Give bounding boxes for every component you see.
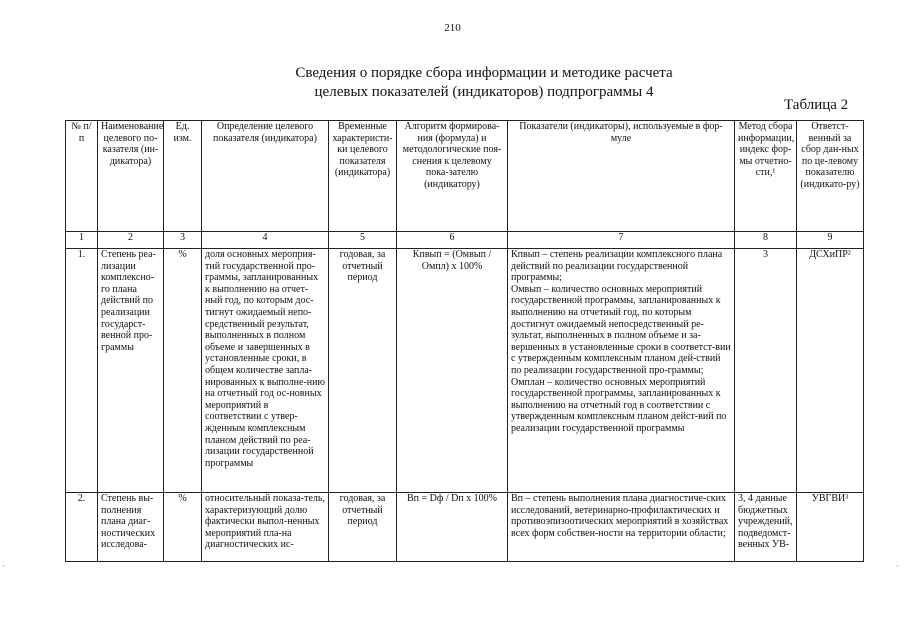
table-label: Таблица 2 — [784, 97, 849, 113]
page-number: 210 — [444, 22, 461, 34]
col-number: 9 — [797, 232, 864, 249]
header-responsible: Ответст-венный за сбор дан-ных по це-левому показателю (индикато-ру) — [797, 121, 864, 232]
header-definition: Определение целевого показателя (индикатора) — [202, 121, 329, 232]
indicators-table — [65, 120, 864, 562]
row-indicators: Вп – степень выполнения плана диагностиче-ских исследований, ветеринарно-профилактических и противоэпизоотических мероприятий в хозяйствах всех форм собствен-ности на территории области; — [508, 493, 735, 562]
row-time: годовая, за отчетный период — [329, 493, 397, 562]
header-method: Метод сбора информации, индекс фор-мы отчетно-сти,¹ — [735, 121, 797, 232]
row-definition: относительный показа-тель, характеризующий долю фактически выпол-ненных мероприятий пла-на диагностических ис- — [202, 493, 329, 562]
row-unit: % — [164, 493, 202, 562]
title-line-2: целевых показателей (индикаторов) подпрограммы 4 — [314, 84, 654, 100]
col-number: 3 — [164, 232, 202, 249]
col-number: 6 — [397, 232, 508, 249]
scan-edge-mark-right: - — [896, 560, 899, 570]
row-time: годовая, за отчетный период — [329, 249, 397, 493]
table-row — [66, 249, 864, 493]
header-time: Временные характеристи-ки целевого показателя (индикатора) — [329, 121, 397, 232]
row-name: Степень вы-полнения плана диаг-ностических исследова- — [98, 493, 164, 562]
column-number-row — [66, 232, 864, 249]
row-method: 3 — [735, 249, 797, 493]
row-formula: Вп = Dф / Dп x 100% — [397, 493, 508, 562]
col-number: 1 — [66, 232, 98, 249]
row-responsible: ДСХиПР² — [797, 249, 864, 493]
title-line-1: Сведения о порядке сбора информации и методике расчета — [295, 65, 673, 81]
row-responsible: УВГВИ³ — [797, 493, 864, 562]
col-number: 8 — [735, 232, 797, 249]
table-header-row — [66, 121, 864, 232]
header-formula: Алгоритм формирова-ния (формула) и методологические поя-снения к целевому пока-зателю (индикатору) — [397, 121, 508, 232]
row-unit: % — [164, 249, 202, 493]
col-number: 4 — [202, 232, 329, 249]
row-num: 2. — [66, 493, 98, 562]
header-num: № п/п — [66, 121, 98, 232]
row-name: Степень реа-лизации комплексно-го плана действий по реализации государст-венной про-граммы — [98, 249, 164, 493]
header-indicators: Показатели (индикаторы), используемые в фор-муле — [508, 121, 735, 232]
row-method: 3, 4 данные бюджетных учреждений, подведомст-венных УВ- — [735, 493, 797, 562]
row-num: 1. — [66, 249, 98, 493]
row-definition: доля основных мероприя-тий государственной про-граммы, запланированных к выполнению на отчет-ный год, по которым дос-тигнут ожидаемый непо-средственный результат, выполненных в полном объеме и завершенных в установленные сроки, в общем количестве запла-нированных к выполне-нию на отчетный год ос-новных мероприятий в соответствии с утвер-жденным комплексным планом действий по реа-лизации государственной программы — [202, 249, 329, 493]
header-unit: Ед. изм. — [164, 121, 202, 232]
document-title — [0, 64, 905, 102]
col-number: 2 — [98, 232, 164, 249]
header-name: Наименование целевого по-казателя (ин-дикатора) — [98, 121, 164, 232]
row-formula: Кпвып = (Омвып / Омпл) x 100% — [397, 249, 508, 493]
table-row — [66, 493, 864, 562]
row-indicators: Кпвып – степень реализации комплексного плана действий по реализации государственной программы; Омвып – количество основных мероприятий государственной программы, запланированных к выполнению на отчетный год, по которым достигнут ожидаемый непосредственный ре-зультат, выполненных в полном объеме и за-вершенных в установленные сроки в соответст-вии с утвержденным комплексным планом дей-ствий по реализации государственной про-граммы; Омплан – количество основных мероприятий государственной программы, запланированных к выполнению на отчетный год в соответствии с утвержденным комплексным планом дейст-вий по реализации государственной программы — [508, 249, 735, 493]
scan-edge-mark-left: - — [2, 560, 5, 570]
col-number: 7 — [508, 232, 735, 249]
col-number: 5 — [329, 232, 397, 249]
